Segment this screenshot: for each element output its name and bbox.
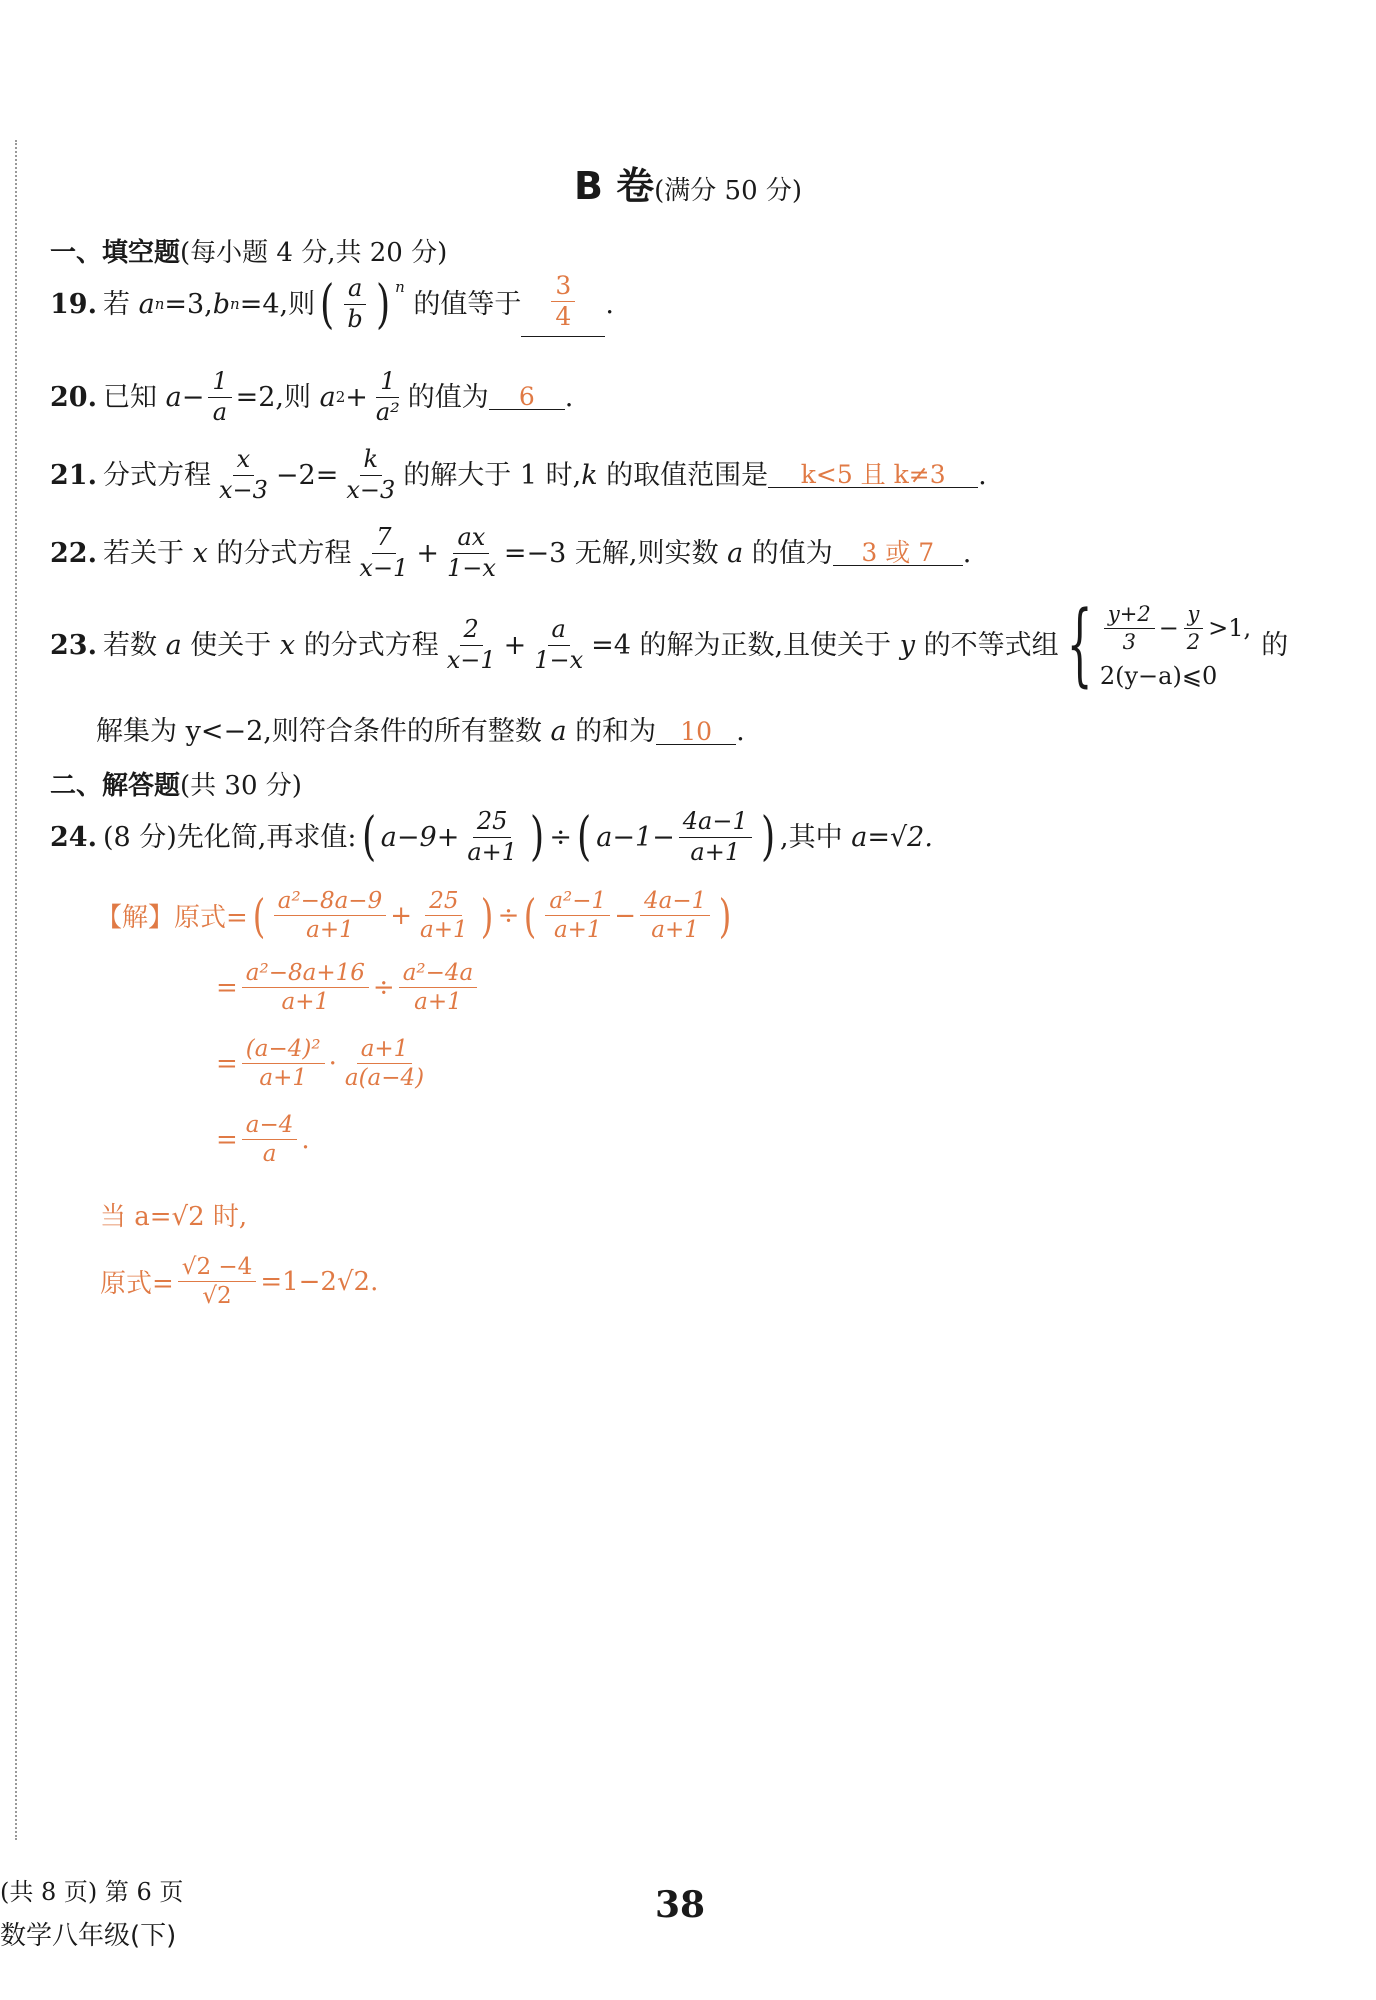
q-op: −	[181, 381, 205, 413]
question-number: 22.	[50, 537, 97, 569]
q-text: 已知	[102, 381, 157, 413]
q-op: +	[503, 629, 527, 661]
solution-line-2	[216, 960, 481, 1016]
q-text: 的不等式组	[923, 629, 1059, 661]
frac-den: x−1	[359, 553, 409, 582]
margin-dotted-line	[15, 140, 17, 1840]
sol-text: =1−2√2.	[260, 1266, 379, 1297]
sol-op: =	[216, 1124, 238, 1155]
fraction-k-over-x-3	[342, 446, 399, 504]
q-text: 的分式方程	[303, 629, 439, 661]
q-text: 若关于	[102, 537, 184, 569]
answer-blank: 3 或 7	[833, 540, 963, 566]
q-end: .	[736, 716, 745, 747]
sol-op: ·	[328, 1048, 337, 1079]
q-sup: n	[395, 278, 405, 296]
q-text: 解集为	[96, 716, 177, 747]
q-text: =2,则	[235, 381, 311, 413]
frac-num: 4a−1	[640, 888, 710, 916]
sol-frac	[545, 888, 610, 944]
question-23	[50, 592, 1289, 697]
left-paren: (	[576, 807, 592, 868]
footer-page-info: (共 8 页) 第 6 页	[0, 1878, 184, 1906]
frac-den: 1−x	[446, 553, 496, 582]
q-var: x	[192, 537, 208, 569]
question-number: 19.	[50, 289, 97, 320]
frac-den: x−1	[446, 645, 496, 674]
q-end: .	[564, 381, 574, 413]
title-main: B 卷	[573, 164, 655, 208]
frac-den: 1−x	[534, 645, 584, 674]
q-text: 若数	[102, 629, 157, 661]
page-number: 38	[655, 1884, 706, 1926]
frac-den: a+1	[420, 917, 468, 944]
question-number: 21.	[50, 459, 97, 491]
frac-num: a²−4a	[399, 960, 478, 988]
q-text: 的值等于	[413, 289, 522, 320]
frac-den: a+1	[306, 917, 354, 944]
q-op: −	[1158, 614, 1179, 642]
sol-op: =	[216, 1048, 238, 1079]
q-var: a	[319, 381, 336, 413]
fraction-y+2-over-3	[1104, 602, 1155, 653]
q-var: a	[550, 716, 567, 747]
frac-num: y	[1184, 602, 1204, 628]
sol-frac	[242, 1036, 325, 1092]
frac-den: x−3	[346, 475, 396, 504]
sol-frac	[242, 960, 369, 1016]
question-number: 24.	[50, 821, 97, 853]
sol-frac	[399, 960, 478, 1016]
frac-den: a+1	[690, 837, 741, 866]
q-text: 的和为	[575, 716, 657, 747]
q-sup: n	[154, 295, 165, 313]
left-paren: (	[524, 888, 537, 943]
footer-book-title: 数学八年级(下)	[0, 1921, 177, 1951]
frac-den: 2	[1186, 629, 1201, 654]
frac-den: x−3	[218, 475, 268, 504]
frac-num: ax	[453, 524, 489, 554]
frac-den: a(a−4)	[344, 1065, 425, 1092]
question-number: 20.	[50, 381, 97, 413]
q-text: 分式方程	[102, 459, 211, 491]
section-label: 一、填空题	[50, 238, 181, 268]
frac-num: a−4	[242, 1112, 298, 1140]
right-paren: )	[530, 807, 545, 868]
q-text: =3,	[164, 289, 213, 320]
q-op: ÷	[549, 821, 572, 853]
sol-op: ÷	[497, 900, 520, 931]
frac-num: 25	[473, 808, 512, 838]
answer-blank: 6	[489, 384, 565, 410]
q-text: =−3 无解,则实数	[503, 537, 719, 569]
section-label: 二、解答题	[50, 771, 181, 801]
q-sup: 2	[335, 387, 346, 406]
sol-text: 原式=	[100, 1269, 174, 1300]
frac-num: √2 −4	[178, 1254, 257, 1282]
answer-blank: k<5 且 k≠3	[768, 462, 978, 488]
frac-num: a²−1	[545, 888, 610, 916]
q-text: y<−2,则符合条件的所有整数	[185, 716, 542, 747]
frac-num: a	[548, 616, 570, 646]
inequality-2: 2(y−a)⩽0	[1099, 661, 1218, 690]
q-text: =4 的解为正数,且使关于	[591, 629, 892, 661]
sol-frac	[242, 1112, 298, 1168]
q-end: .	[605, 289, 614, 320]
frac-num: 25	[425, 888, 462, 916]
solution-line-3	[216, 1036, 432, 1092]
sol-op: +	[390, 900, 413, 931]
frac-num: 2	[460, 616, 483, 646]
question-23-line-2	[96, 718, 745, 745]
answer-blank	[521, 272, 605, 337]
q-text: 使关于	[190, 629, 272, 661]
answer-den: 4	[555, 302, 572, 332]
q-text: 的解大于 1 时,	[403, 459, 582, 491]
question-22	[50, 524, 971, 582]
answer-fraction	[551, 272, 575, 333]
fraction-1-over-a	[208, 368, 231, 426]
q-text: 的分式方程	[216, 537, 352, 569]
q-text: 若	[102, 289, 130, 320]
frac-den: a+1	[259, 1065, 307, 1092]
sol-op: −	[614, 900, 636, 931]
fraction-x-over-x-3	[215, 446, 272, 504]
sol-frac	[640, 888, 710, 944]
system-brace: {	[1066, 592, 1093, 697]
frac-den: b	[347, 305, 363, 333]
sol-end: .	[301, 1124, 310, 1155]
q-expr: a−9+	[380, 821, 460, 853]
right-paren: )	[375, 274, 391, 335]
section-note: (共 30 分)	[180, 771, 302, 801]
fraction-1-over-a2	[372, 368, 404, 426]
question-24	[50, 808, 933, 866]
frac-den: a+1	[467, 837, 518, 866]
frac-den: 3	[1122, 629, 1136, 654]
frac-num: 1	[376, 368, 399, 398]
q-text: 的值为	[407, 381, 489, 413]
q-end: .	[962, 537, 972, 569]
q-var: a	[138, 289, 155, 320]
sol-op: ÷	[372, 972, 395, 1003]
q-var: b	[212, 289, 231, 320]
solution-line-1	[96, 888, 736, 944]
section-heading-solve	[50, 765, 302, 802]
frac-num: a+1	[357, 1036, 413, 1064]
frac-num: y+2	[1104, 602, 1155, 628]
frac-den: √2	[202, 1283, 232, 1310]
frac-den: a+1	[414, 989, 462, 1016]
q-text: −2=	[275, 459, 339, 491]
sol-frac	[274, 888, 386, 944]
frac-num: k	[360, 446, 383, 476]
frac-num: a	[344, 275, 366, 305]
sol-frac	[178, 1254, 257, 1310]
page-title	[0, 155, 1376, 210]
solution-line-4	[216, 1112, 310, 1168]
q-var: a	[727, 537, 744, 569]
frac-num: a²−8a+16	[242, 960, 369, 988]
sol-frac	[416, 888, 472, 944]
fraction-ax-over-1-x	[443, 524, 500, 582]
frac-den: a	[212, 397, 228, 426]
left-paren: (	[320, 274, 335, 335]
q-expr: a−1−	[596, 821, 675, 853]
frac-num: 7	[372, 524, 395, 554]
q-end: .	[978, 459, 987, 491]
inequality-system	[1099, 602, 1252, 690]
q-text: 的	[1261, 629, 1289, 661]
title-sub: (满分 50 分)	[654, 176, 803, 206]
frac-num: 1	[208, 368, 231, 398]
question-21	[50, 446, 987, 504]
solution-when	[100, 1196, 247, 1233]
fraction-4a-1-over-a+1	[679, 808, 752, 866]
frac-den: a+1	[553, 917, 602, 944]
q-text: 的取值范围是	[606, 459, 769, 491]
section-heading-fill-in	[50, 232, 447, 269]
q-op: +	[345, 381, 368, 413]
q-sup: n	[230, 295, 240, 313]
fraction-a-over-b	[343, 275, 366, 333]
section-note: (每小题 4 分,共 20 分)	[180, 238, 448, 268]
right-paren: )	[718, 888, 732, 943]
question-20	[50, 368, 573, 426]
sol-text: 当 a=√2 时,	[100, 1202, 248, 1232]
fraction-y-over-2	[1183, 602, 1204, 653]
left-paren: (	[252, 888, 266, 943]
fraction-7-over-x-1	[355, 524, 412, 582]
q-text: =4,则	[239, 289, 316, 320]
answer-blank: 10	[656, 719, 736, 745]
q-expr: a=√2.	[851, 821, 933, 853]
fraction-2-over-x-1	[443, 616, 500, 674]
solution-final	[100, 1254, 378, 1310]
answer-num: 3	[551, 272, 575, 303]
q-var: k	[581, 459, 598, 491]
fraction-25-over-a+1	[463, 808, 521, 866]
frac-num: x	[233, 446, 255, 476]
frac-den: a+1	[281, 989, 330, 1016]
question-number: 23.	[50, 629, 97, 661]
sol-op: =	[216, 972, 238, 1003]
q-text: 的值为	[751, 537, 833, 569]
inequality-1	[1100, 602, 1251, 653]
q-text: (8 分)先化简,再求值:	[102, 821, 357, 853]
fraction-a-over-1-x	[530, 616, 587, 674]
sol-frac	[341, 1036, 428, 1092]
frac-num: a²−8a−9	[274, 888, 386, 916]
q-var: a	[165, 629, 182, 661]
q-var: y	[899, 629, 915, 661]
solution-label: 【解】原式=	[96, 903, 248, 934]
frac-num: 4a−1	[679, 808, 752, 838]
frac-den: a+1	[651, 917, 699, 944]
frac-den: a	[262, 1141, 277, 1168]
frac-num: (a−4)²	[242, 1036, 325, 1064]
left-paren: (	[361, 807, 376, 868]
q-var: x	[279, 629, 296, 661]
right-paren: )	[480, 888, 493, 943]
q-op: +	[416, 537, 439, 569]
right-paren: )	[760, 807, 775, 868]
question-19	[50, 272, 614, 337]
q-text: ,其中	[780, 821, 843, 853]
frac-den: a²	[375, 397, 400, 426]
q-text: >1,	[1208, 614, 1252, 642]
q-var: a	[165, 381, 182, 413]
